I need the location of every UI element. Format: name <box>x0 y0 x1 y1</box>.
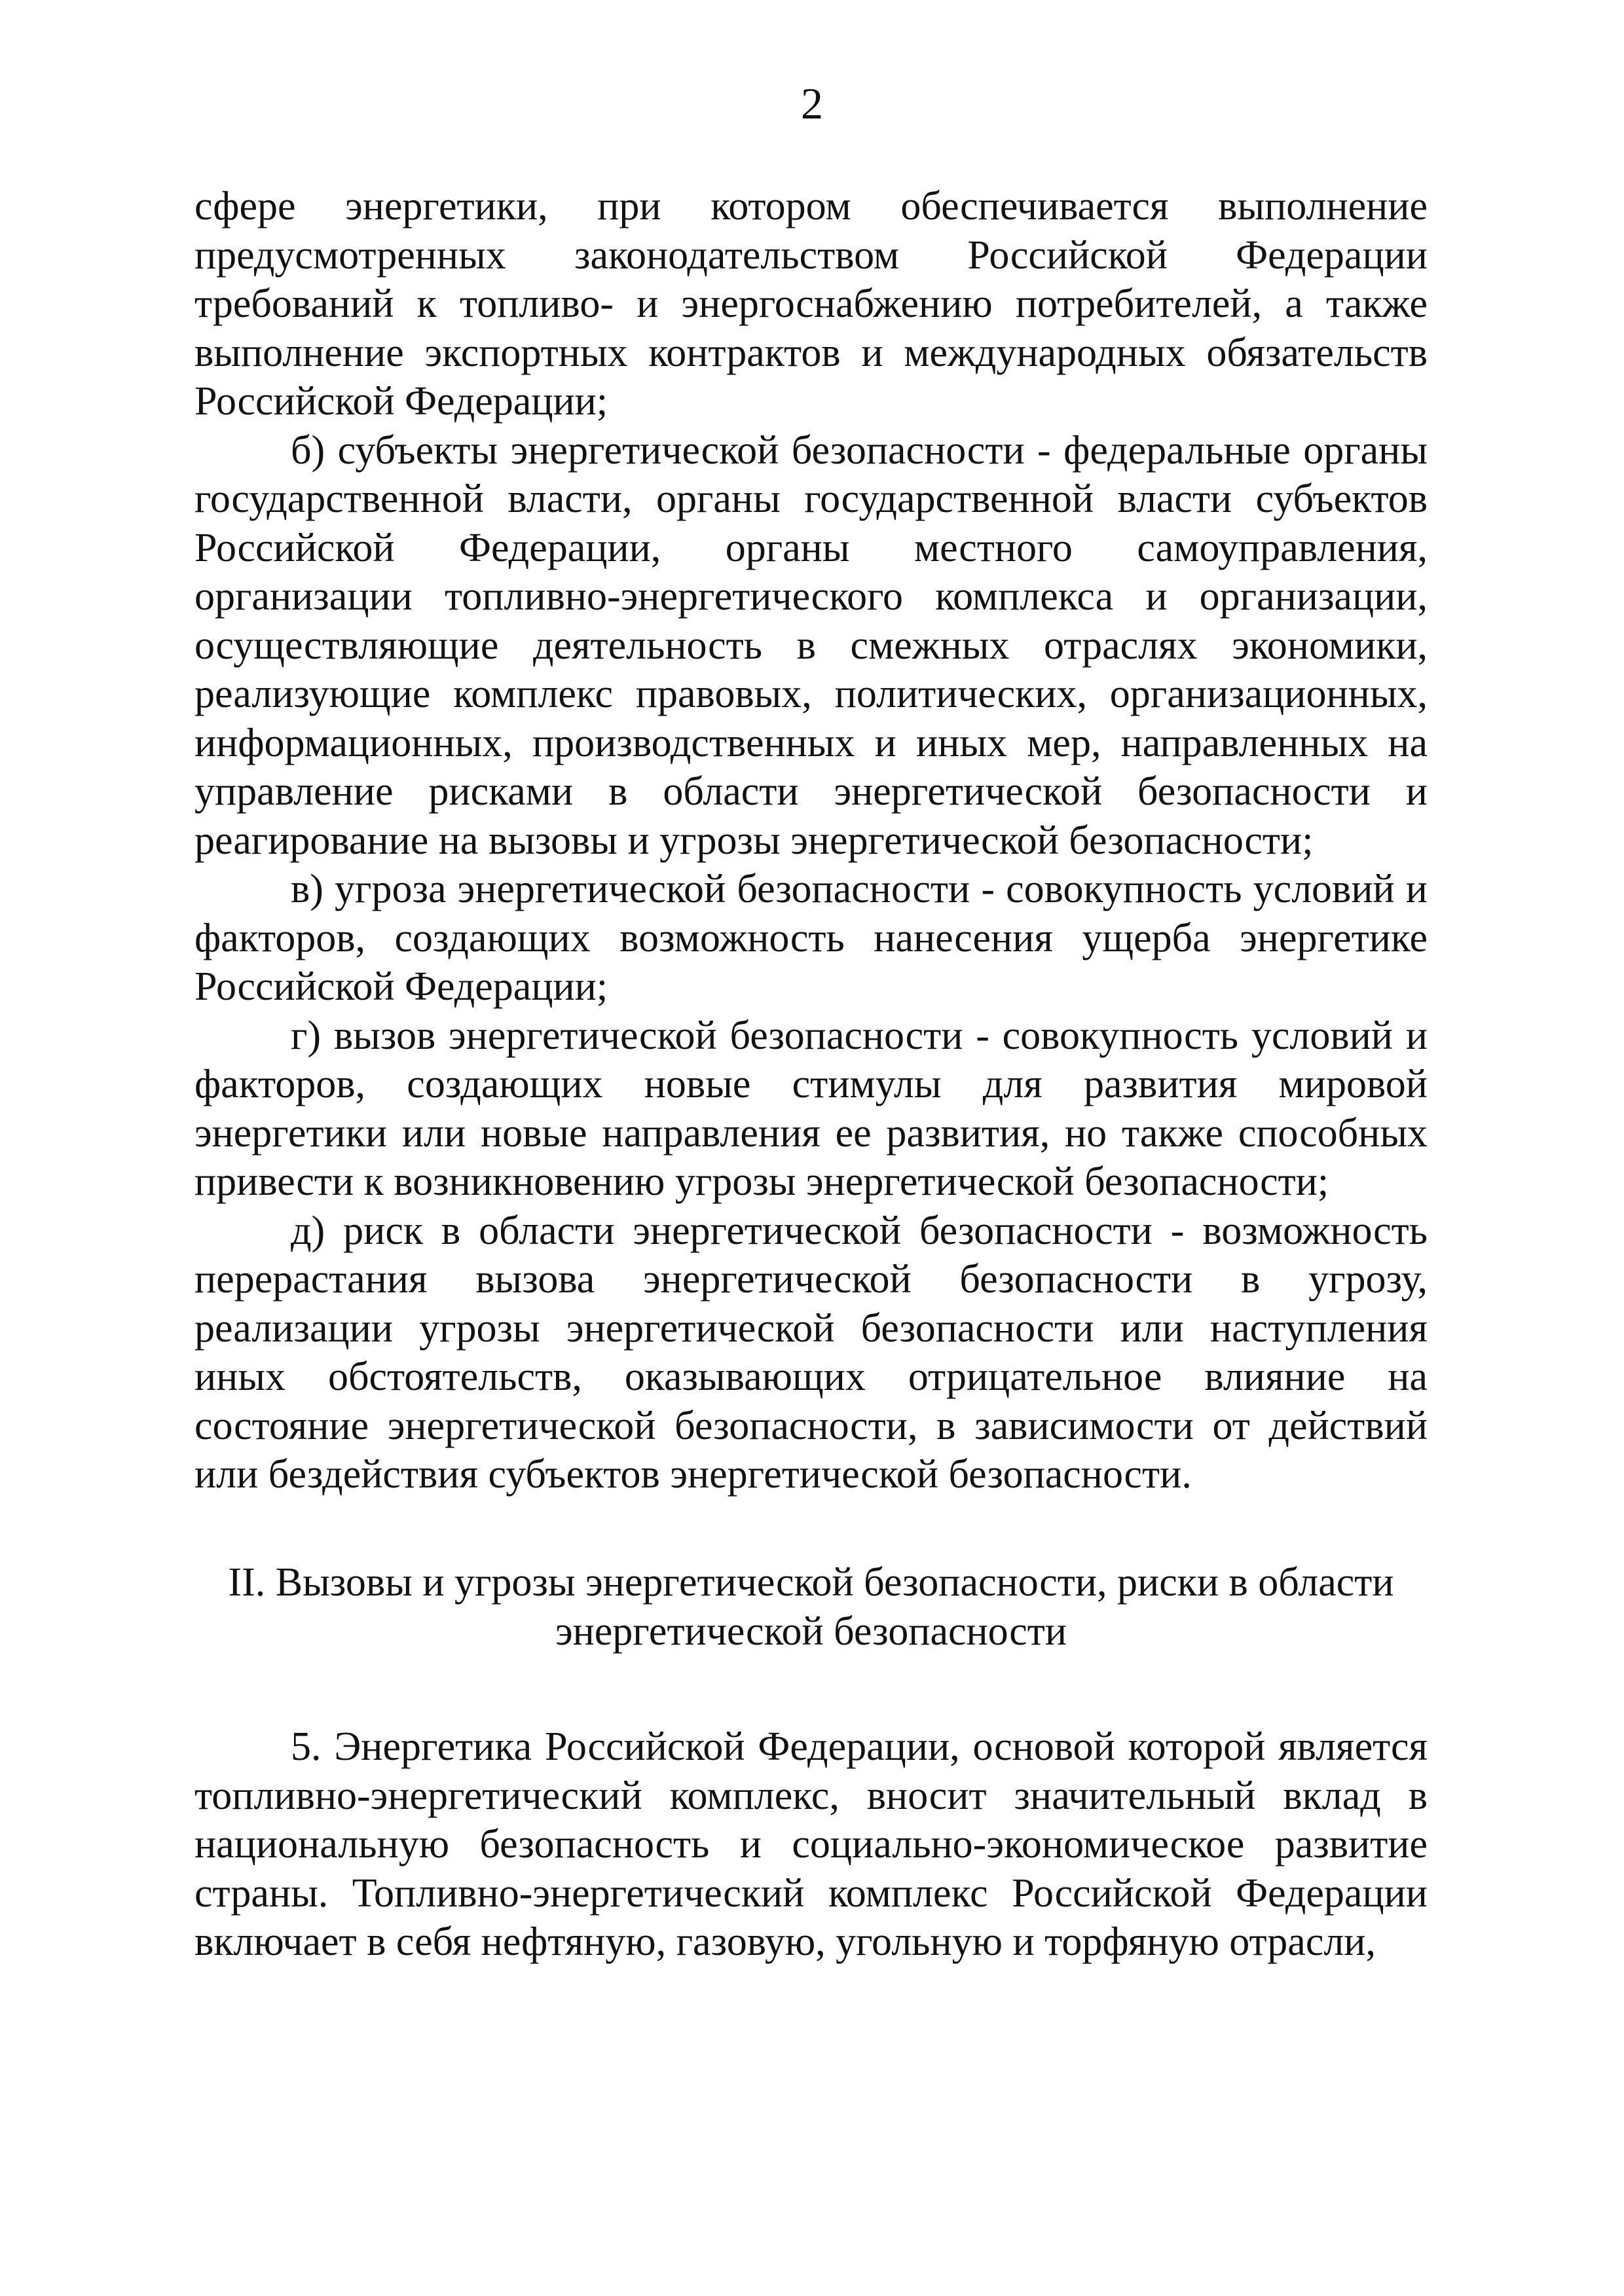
definition-item-d: д) риск в области энергетической безопасности - возможность перерастания вызова энергетической безопасности в угрозу, реализации угрозы энергетической безопасности или наступления иных обстоятельств, оказывающих отрицательное влияние на состояние энергетической безопасности, в зависимости от действий или бездействия субъектов энергетической безопасности. <box>194 1208 1428 1497</box>
continued-paragraph: сфере энергетики, при котором обеспечивается выполнение предусмотренных законодательством Российской Федерации требований к топливо- и энергоснабжению потребителей, а также выполнение экспортных контрактов и международных обязательств Российской Федерации; <box>194 184 1428 424</box>
definition-item-b: б) субъекты энергетической безопасности - федеральные органы государственной власти, органы государственной власти субъектов Российской Федерации, органы местного самоуправления, организации топливно-энергетического комплекса и организации, осуществляющие деятельность в смежных отраслях экономики, реализующие комплекс правовых, политических, организационных, информационных, производственных и иных мер, направленных на управление рисками в области энергетической безопасности и реагирование на вызовы и угрозы энергетической безопасности; <box>194 428 1428 863</box>
section-paragraph-5: 5. Энергетика Российской Федерации, основой которой является топливно-энергетический комплекс, вносит значительный вклад в национальную безопасность и социально-экономическое развитие страны. Топливно-энергетический комплекс Российской Федерации включает в себя нефтяную, газовую, угольную и торфяную отрасли, <box>194 1724 1428 1964</box>
section-heading-line-2: энергетической безопасности <box>555 1609 1067 1654</box>
section-heading-line-1: II. Вызовы и угрозы энергетической безопасности, риски в области <box>228 1560 1394 1605</box>
definition-item-g: г) вызов энергетической безопасности - совокупность условий и факторов, создающих новые стимулы для развития мировой энергетики или новые направления ее развития, но также способных привести к возникновению угрозы энергетической безопасности; <box>194 1013 1428 1204</box>
section-heading <box>194 1558 1428 1656</box>
definition-item-v: в) угроза энергетической безопасности - совокупность условий и факторов, создающих возможность нанесения ущерба энергетике Российской Федерации; <box>194 867 1428 1009</box>
section-body <box>194 1722 1428 1967</box>
definitions-block <box>194 182 1428 1499</box>
page-number: 2 <box>801 79 823 128</box>
